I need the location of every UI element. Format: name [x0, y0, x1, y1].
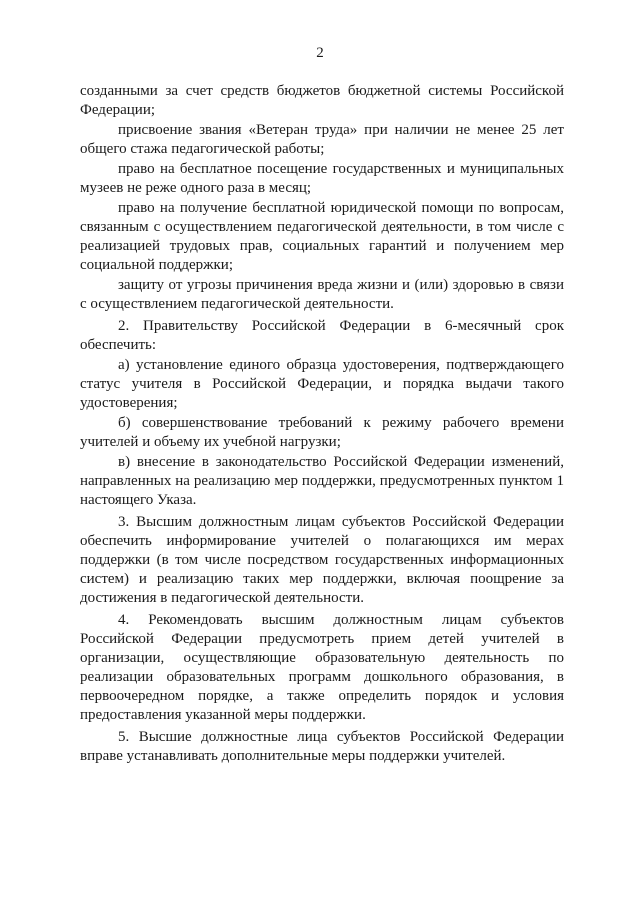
- paragraph-item-2a: а) установление единого образца удостоверения, подтверждающего статус учителя в Российской Федерации, и порядка выдачи такого удостоверения;: [80, 357, 564, 411]
- paragraph-item-5: 5. Высшие должностные лица субъектов Российской Федерации вправе устанавливать дополнительные меры поддержки учителей.: [80, 729, 564, 764]
- page-number: 2: [316, 45, 324, 61]
- paragraph-item-4: 4. Рекомендовать высшим должностным лицам субъектов Российской Федерации предусмотреть прием детей учителей в организации, осуществляющие образовательную деятельность по реализации образовательных программ дошкольного образования, в первоочередном порядке, а также определить порядок и условия предоставления указанной меры поддержки.: [80, 612, 564, 723]
- paragraph-protection: защиту от угрозы причинения вреда жизни и (или) здоровью в связи с осуществлением педагогической деятельности.: [80, 277, 564, 312]
- paragraph-item-2c: в) внесение в законодательство Российской Федерации изменений, направленных на реализацию мер поддержки, предусмотренных пунктом 1 настоящего Указа.: [80, 454, 564, 508]
- paragraph-item-2b: б) совершенствование требований к режиму рабочего времени учителей и объему их учебной нагрузки;: [80, 415, 564, 450]
- document-body: [80, 82, 564, 767]
- paragraph-veteran-title: присвоение звания «Ветеран труда» при наличии не менее 25 лет общего стажа педагогической работы;: [80, 122, 564, 157]
- paragraph-continuation: созданными за счет средств бюджетов бюджетной системы Российской Федерации;: [80, 83, 564, 118]
- paragraph-legal-aid: право на получение бесплатной юридической помощи по вопросам, связанным с осуществлением педагогической деятельности, в том числе с реализацией трудовых прав, социальных гарантий и получением мер социальной поддержки;: [80, 200, 564, 273]
- paragraph-item-2: 2. Правительству Российской Федерации в 6-месячный срок обеспечить:: [80, 318, 564, 353]
- paragraph-item-3: 3. Высшим должностным лицам субъектов Российской Федерации обеспечить информирование учителей о полагающихся им мерах поддержки (в том числе посредством государственных информационных систем) и реализацию таких мер поддержки, включая поощрение за достижения в педагогической деятельности.: [80, 514, 564, 606]
- paragraph-museum-visit: право на бесплатное посещение государственных и муниципальных музеев не реже одного раза в месяц;: [80, 161, 564, 196]
